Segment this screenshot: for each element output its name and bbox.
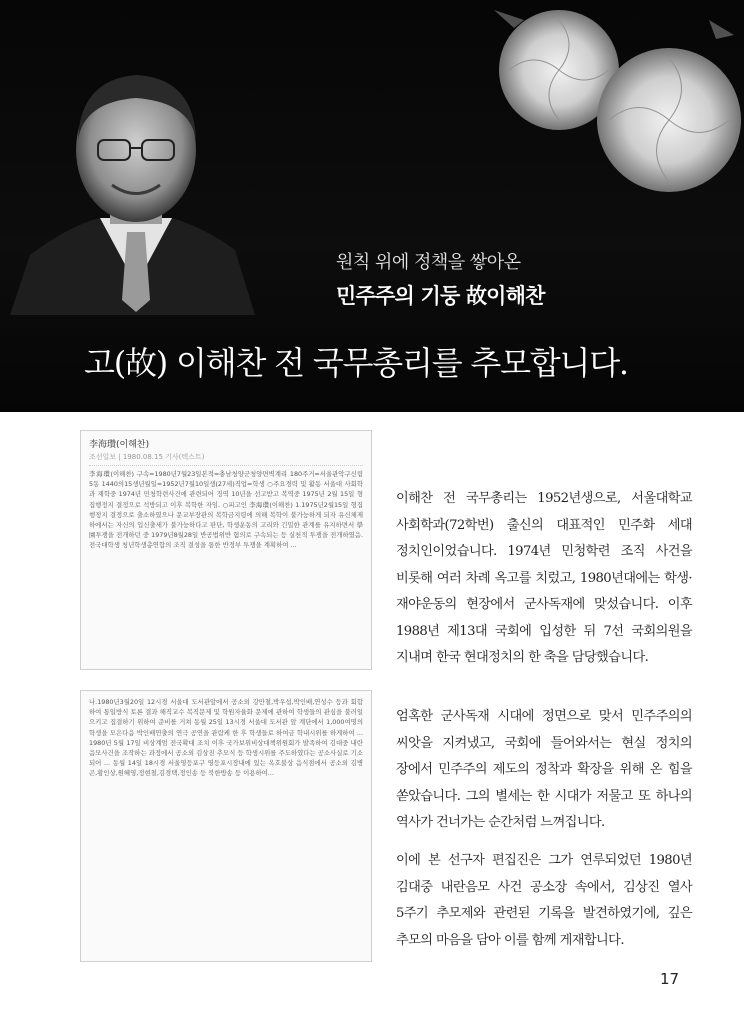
page-number: 17 — [660, 970, 680, 988]
clipping-title: 李海瓚(이해찬) — [89, 440, 150, 450]
article-paragraph-2-container — [396, 704, 692, 837]
hero-banner — [0, 0, 744, 412]
hero-subtitle: 원칙 위에 정책을 쌓아온 — [336, 252, 521, 273]
portrait-photo — [0, 40, 270, 315]
clipping-body: 李海瓚(이해찬) 구속=1980년7월23일본적=충남청양군청양면벽계리 180주거=서울관악구신림5동 1440의15생년월일=1952년7월10일생(27세)직업=학생 ○주요경력 및 활동 서울대 사회학과 재학중 1974년 민청학련사건에 관련되어 징역 10년을 선고받고 복역중 1975년 2월 15일 형집행정지 결정으로 석방되고 이후 복학한 자임. ○피고인 李海瓚(이해찬) 1.1975년2월15일 형집행정지 결정으로 출소하였으나 문교부장관의 복학금지령에 의해 복학이 불가능하게 되자 유신체제하에서는 자신의 입신출세가 불가능하다고 판단, 학생운동의 고리와 긴밀한 관계를 유지하면서 學園투쟁을 전개하던 중 1979년8월28일 반공법위반 혐의로 구속되는 등 실천적 투쟁을 전개하였음. 전국대학생 청년학생총연합의 조직 결성을 통한 반정부 투쟁을 계획하여 ... — [89, 470, 363, 550]
hero-tagline: 민주주의 기둥 故이해찬 — [336, 284, 545, 308]
newspaper-clipping-2 — [80, 690, 372, 962]
clipping-source: 조선일보 | 1980.08.15 기사(텍스트) — [89, 452, 363, 466]
article-paragraph-3-container — [396, 848, 692, 954]
clipping-body: 나.1980년3월20일 12시경 서울대 도서관앞에서 공소외 강만철,박우섭,박인배,연성수 등과 회합하여 통일방식 토론 결과 해직교수 복직문제 및 학원자율화 문제에 관하여 학생들의 관심을 불러일으키고 집결하기 위하여 준비를 거쳐 동월 25일 13시경 서울대 도서관 앞 계단에서 1,000여명의 학생을 모은다음 박인배연출의 연극 공연을 관람케 한 후 학생들로 하여금 학내시위를 하게하여 ... 1980년 5월 17일 비상계엄 전국확대 조치 이후 국가보위비상대책위원회가 발족하여 김대중 내란음모사건을 조작하는 과정에서 공소외 김상진 추모식 등 학생시위를 주도하였다는 공소사실로 기소되어 ... 동월 14일 18시경 서울영등포구 영등포시장내에 있는 옥호불상 음식점에서 공소외 김병곤,황인상,원혜영,정현철,김경택,정인송 등 북한방송 등 이용하여... — [89, 698, 363, 778]
chrysanthemum-icon — [464, 0, 744, 210]
page-title: 고(故) 이해찬 전 국무총리를 추모합니다. — [84, 344, 628, 382]
article-paragraph-1: 이해찬 전 국무총리는 1952년생으로, 서울대학교 사회학과(72학번) 출신의 대표적인 민주화 세대 정치인이었습니다. 1974년 민청학련 조직 사건을 비롯해 여러 차례 옥고를 치렀고, 1980년대에는 학생·재야운동의 현장에서 군사독재에 맞섰습니다. 이후 1988년 제13대 국회에 입성한 뒤 7선 국회의원을 지내며 한국 현대정치의 한 축을 담당했습니다. — [396, 491, 692, 665]
article-paragraph-1-container — [396, 486, 692, 672]
article-paragraph-2: 엄혹한 군사독재 시대에 정면으로 맞서 민주주의의 씨앗을 지켜냈고, 국회에 들어와서는 현실 정치의 장에서 민주주의 제도의 정착과 확장을 위해 온 힘을 쏟았습니다. 그의 별세는 한 시대가 저물고 또 하나의 역사가 건너가는 순간처럼 느껴집니다. — [396, 709, 692, 830]
article-paragraph-3: 이에 본 선구자 편집진은 그가 연루되었던 1980년 김대중 내란음모 사건 공소장 속에서, 김상진 열사 5주기 추모제와 관련된 기록을 발견하였기에, 깊은 추모의 마음을 담아 이를 함께 게재합니다. — [396, 853, 692, 948]
newspaper-clipping-1 — [80, 430, 372, 670]
